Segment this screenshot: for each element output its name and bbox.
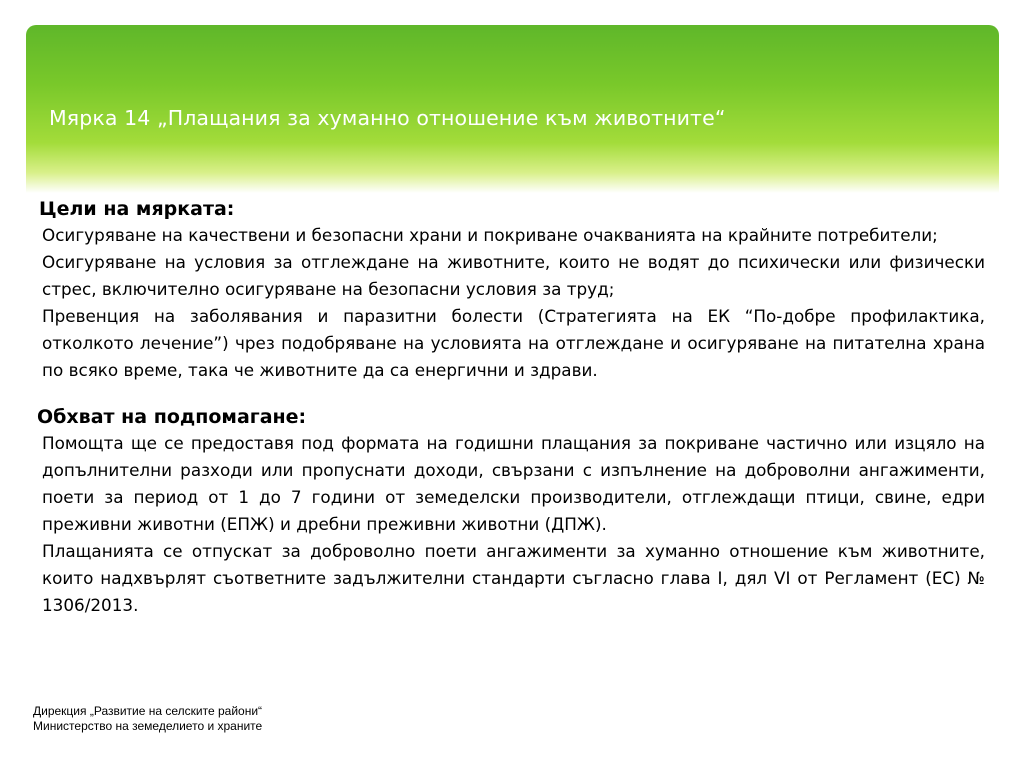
slide-title: Мярка 14 „Плащания за хуманно отношение към животните“ — [49, 106, 726, 130]
goals-paragraph-1: Осигуряване на качествени и безопасни храни и покриване очакванията на крайните потребители; — [42, 225, 938, 245]
scope-paragraph-2: Плащанията се отпускат за доброволно поети ангажименти за хуманно отношение към животните, които надхвърлят съответните задължителни стандарти съгласно глава I, дял VI от Регламент (ЕС) № 1306/2013. — [42, 541, 985, 615]
slide-content — [37, 196, 985, 619]
goals-paragraph-2: Осигуряване на условия за отглеждане на животните, които не водят до психически или физически стрес, включително осигуряване на безопасни условия за труд; — [42, 252, 985, 299]
section-heading-scope: Обхват на подпомагане: — [37, 406, 307, 428]
footer-ministry: Министерство на земеделието и храните — [33, 719, 263, 733]
scope-paragraph-1: Помощта ще се предоставя под формата на годишни плащания за покриване частично или изцяло на допълнителни разходи или пропуснати доходи, свързани с изпълнение на доброволни ангажименти, поети за период от 1 до 7 години от земеделски производители, отглеждащи птици, свине, едри преживни животни (ЕПЖ) и дребни преживни животни (ДПЖ). — [42, 433, 985, 534]
footer — [33, 704, 262, 734]
goals-paragraph-3: Превенция на заболявания и паразитни болести (Стратегията на ЕК “По-добре профилактика, отколкото лечение”) чрез подобряване на условията на отглеждане и осигуряване на питателна храна по всяко време, така че животните да са енергични и здрави. — [42, 306, 985, 380]
section-heading-goals: Цели на мярката: — [39, 198, 235, 220]
footer-directorate: Дирекция „Развитие на селските райони“ — [33, 704, 263, 718]
